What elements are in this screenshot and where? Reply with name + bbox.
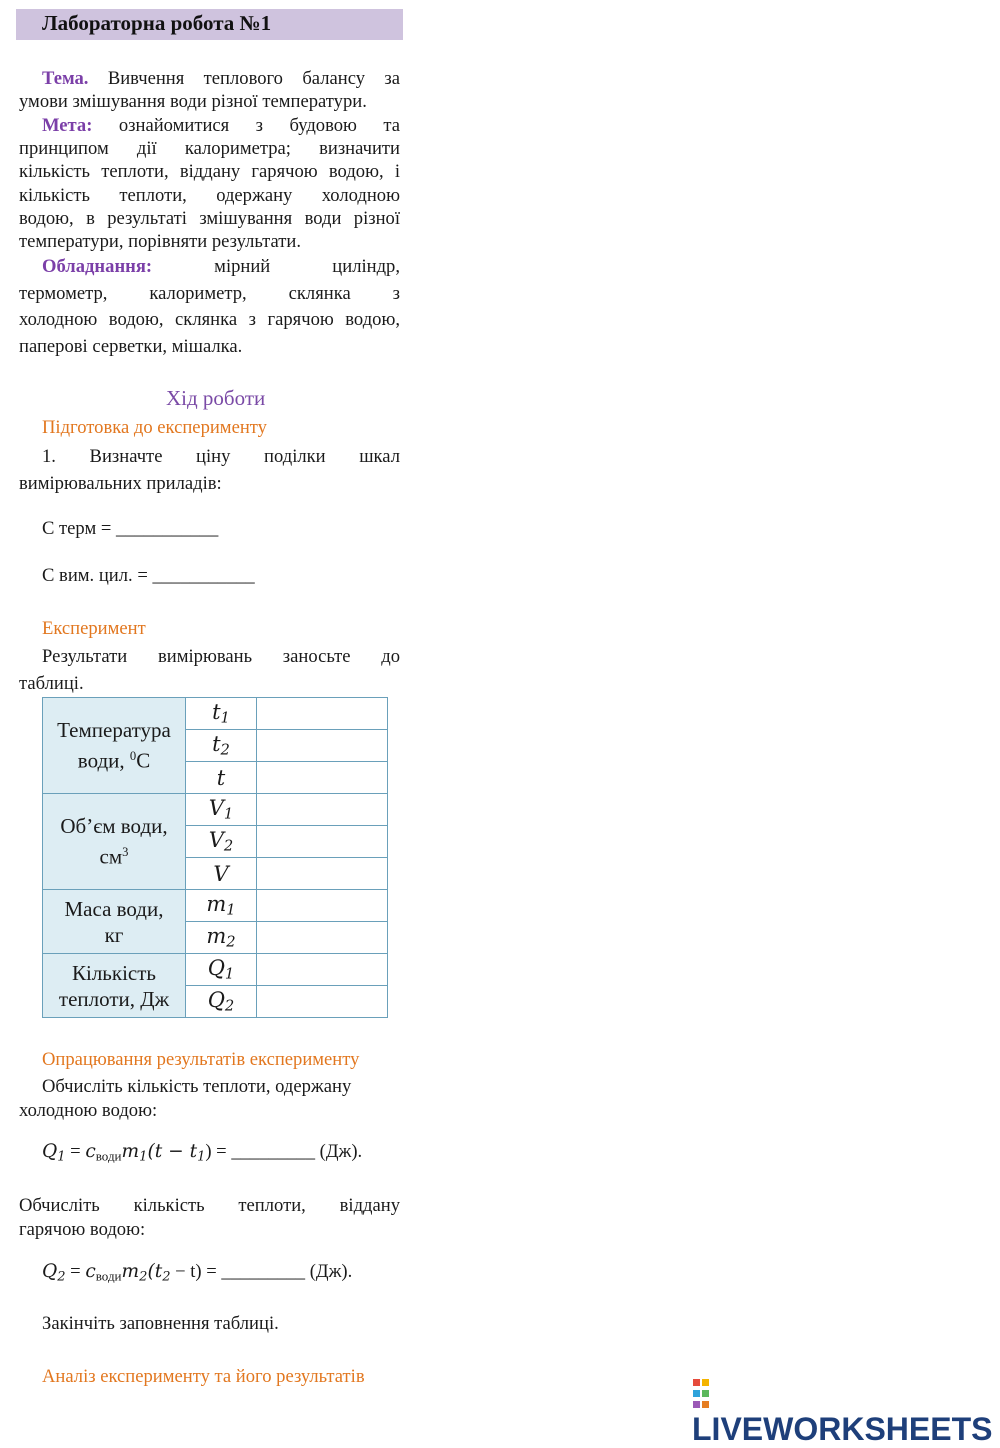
value-cell[interactable] xyxy=(257,890,388,922)
goal-label: Мета: xyxy=(42,115,93,136)
goal-text-line: кількість теплоти, одержану холодною xyxy=(19,184,400,206)
topic-text-line: умови змішування води різної температури. xyxy=(19,91,367,113)
symbol-cell: $t_1$ xyxy=(186,698,257,730)
equipment-text-line: мірний циліндр, xyxy=(214,256,400,277)
step1-line: вимірювальних приладів: xyxy=(19,472,222,494)
calc1-line: холодною водою: xyxy=(19,1099,158,1121)
analysis-heading: Аналіз експерименту та його результатів xyxy=(42,1366,365,1387)
table-row xyxy=(43,698,388,730)
category-temperature: Температура води, $^0$С xyxy=(43,698,186,794)
category-mass: Маса води, кг xyxy=(43,890,186,954)
value-cell[interactable] xyxy=(257,762,388,794)
topic-label: Тема. xyxy=(42,68,89,89)
table-row xyxy=(43,890,388,922)
symbol-cell: V xyxy=(186,858,257,890)
calc2-line: Обчисліть кількість теплоти, віддану xyxy=(19,1195,400,1216)
processing-heading: Опрацювання результатів експерименту xyxy=(42,1049,360,1070)
value-cell[interactable] xyxy=(257,922,388,954)
symbol-cell: $m_2$ xyxy=(186,922,257,954)
value-cell[interactable] xyxy=(257,954,388,986)
experiment-paragraph xyxy=(19,644,400,697)
value-cell[interactable] xyxy=(257,826,388,858)
formula-q1: $Q_1 = c_{води}m_1(t - t_1)$ = _________ (Дж). xyxy=(42,1141,363,1165)
calc1-paragraph xyxy=(19,1075,400,1122)
symbol-cell: $Q_2$ xyxy=(186,986,257,1018)
table-row xyxy=(43,954,388,986)
goal-text-line: температури, порівняти результати. xyxy=(19,230,301,252)
procedure-heading: Хід роботи xyxy=(166,386,266,410)
value-cell[interactable] xyxy=(257,986,388,1018)
symbol-cell: $t_2$ xyxy=(186,730,257,762)
goal-text-line: ознайомитися з будовою та xyxy=(118,115,400,136)
goal-text-line: кількість теплоти, віддану гарячою водою, і xyxy=(19,161,400,183)
symbol-cell: $m_1$ xyxy=(186,890,257,922)
symbol-cell: $Q_1$ xyxy=(186,954,257,986)
equipment-label: Обладнання: xyxy=(42,256,153,277)
symbol-cell: t xyxy=(186,762,257,794)
goal-text-line: принципом дії калориметра; визначити xyxy=(19,138,400,160)
step1-paragraph xyxy=(19,444,400,497)
equipment-text-line: холодною водою, склянка з гарячою водою, xyxy=(19,309,400,330)
calc2-line: гарячою водою: xyxy=(19,1218,146,1240)
value-cell[interactable] xyxy=(257,730,388,762)
category-heat: Кількість теплоти, Дж xyxy=(43,954,186,1018)
calc1-line: Обчисліть кількість теплоти, одержану xyxy=(42,1076,352,1097)
topic-text-line: Вивчення теплового балансу за xyxy=(107,68,400,89)
calc2-paragraph xyxy=(19,1194,400,1241)
equipment-text-line: паперові серветки, мішалка. xyxy=(19,335,243,357)
experiment-line: Результати вимірювань заносьте до xyxy=(42,646,400,667)
c-cylinder-field: С вим. цил. = ___________ xyxy=(42,565,255,586)
topic-paragraph xyxy=(19,67,400,113)
symbol-cell: $V_1$ xyxy=(186,794,257,826)
logo-grid-icon xyxy=(692,1376,714,1409)
finish-instruction: Закінчіть заповнення таблиці. xyxy=(42,1313,279,1334)
equipment-text-line: термометр, калориметр, склянка з xyxy=(19,282,400,304)
symbol-cell: $V_2$ xyxy=(186,826,257,858)
experiment-heading: Експеримент xyxy=(42,618,146,639)
results-table xyxy=(42,697,388,1018)
goal-paragraph xyxy=(19,114,400,253)
table-row xyxy=(43,794,388,826)
formula-q2: $Q_2 = c_{води}m_2(t_2 - t)$ = _________ (Дж). xyxy=(42,1261,353,1285)
step1-line: 1. Визначте ціну поділки шкал xyxy=(42,446,400,467)
value-cell[interactable] xyxy=(257,794,388,826)
value-cell[interactable] xyxy=(257,698,388,730)
c-term-field: С терм = ___________ xyxy=(42,518,219,539)
equipment-paragraph xyxy=(19,254,400,360)
goal-text-line: водою, в результаті змішування води різної xyxy=(19,207,400,229)
value-cell[interactable] xyxy=(257,858,388,890)
liveworksheets-logo: LIVEWORKSHEETS xyxy=(692,1372,1000,1448)
category-volume: Об’єм води, $см^3$ xyxy=(43,794,186,890)
experiment-line: таблиці. xyxy=(19,672,84,694)
page-title: Лабораторна робота №1 xyxy=(42,11,272,35)
prep-heading: Підготовка до експерименту xyxy=(42,417,267,438)
